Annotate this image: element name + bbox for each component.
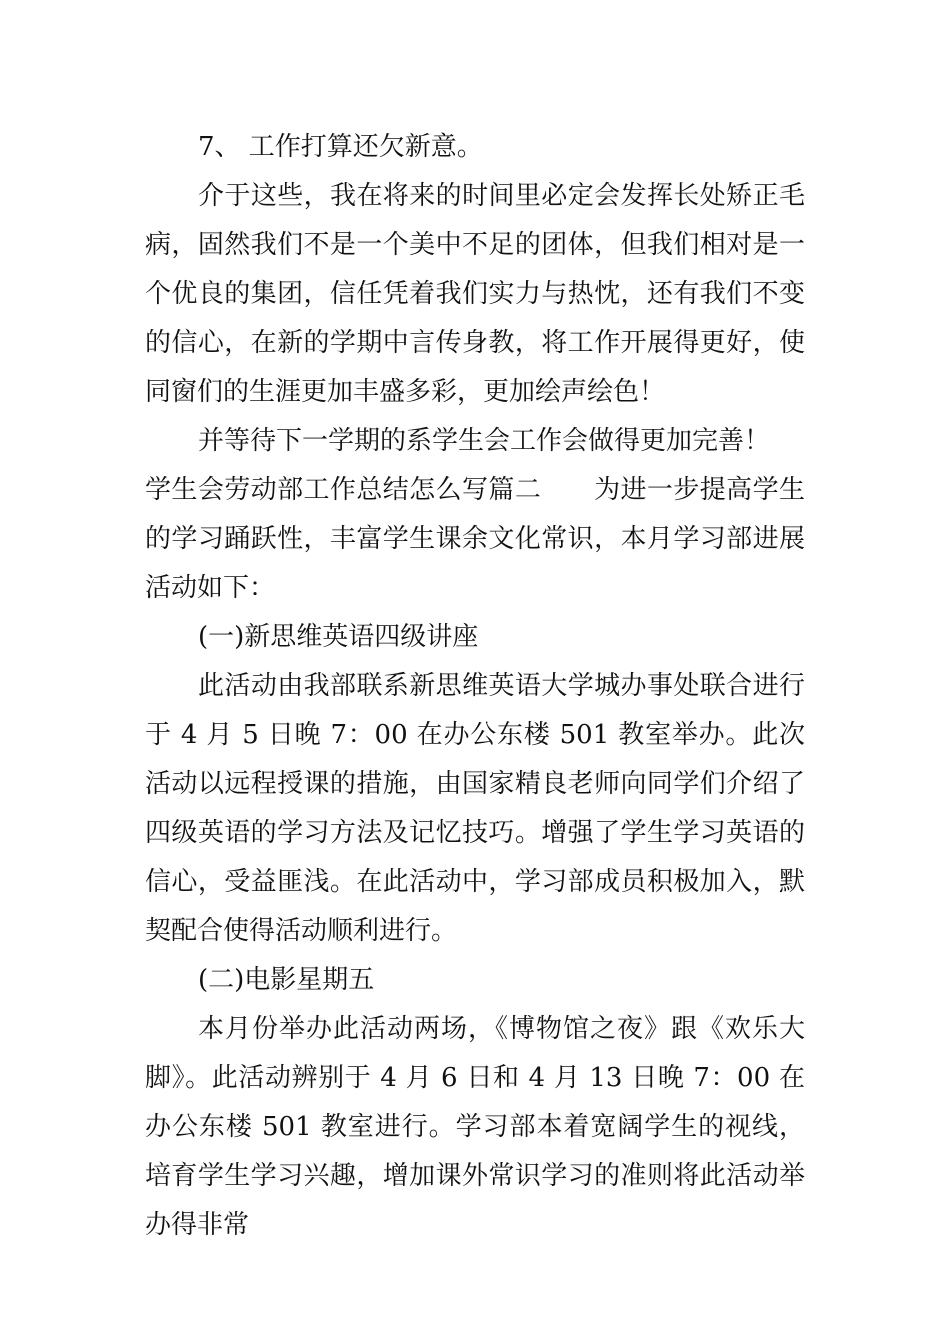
subheading-english-lecture: (一)新思维英语四级讲座 — [198, 622, 479, 652]
subheading-movie-friday: (二)电影星期五 — [198, 965, 375, 995]
paragraph-movie-friday: 本月份举办此活动两场，《博物馆之夜》跟《欢乐大脚》。此活动辨别于 4 月 6 日和 4 月 13 日晚 7：00 在办公东楼 501 教室进行。学习部本着宽阔学生的视线，培育学生学习兴趣，增加课外常识学习的准则将此活动举办得非常 — [145, 1014, 805, 1240]
paragraph-expectation: 并等待下一学期的系学生会工作会做得更加完善！ — [198, 426, 771, 456]
document-body — [145, 123, 805, 1250]
paragraph-english-lecture: 此活动由我部联系新思维英语大学城办事处联合进行于 4 月 5 日晚 7：00 在办公东楼 501 教室举办。此次活动以远程授课的措施，由国家精良老师向同学们介绍了四级英语的学习方法及记忆技巧。增强了学生学习英语的信心，受益匪浅。在此活动中，学习部成员积极加入，默契配合使得活动顺利进行。 — [145, 671, 805, 946]
paragraph-item-7: 7、 工作打算还欠新意。 — [198, 132, 483, 162]
section-heading-part-two: 学生会劳动部工作总结怎么写篇二 为进一步提高学生的学习踊跃性，丰富学生课余文化常识，本月学习部进展活动如下： — [145, 475, 805, 603]
paragraph-improvement: 介于这些，我在将来的时间里必定会发挥长处矫正毛病，固然我们不是一个美中不足的团体，但我们相对是一个优良的集团，信任凭着我们实力与热忱，还有我们不变的信心，在新的学期中言传身教，将工作开展得更好，使同窗们的生涯更加丰盛多彩，更加绘声绘色！ — [145, 181, 805, 407]
